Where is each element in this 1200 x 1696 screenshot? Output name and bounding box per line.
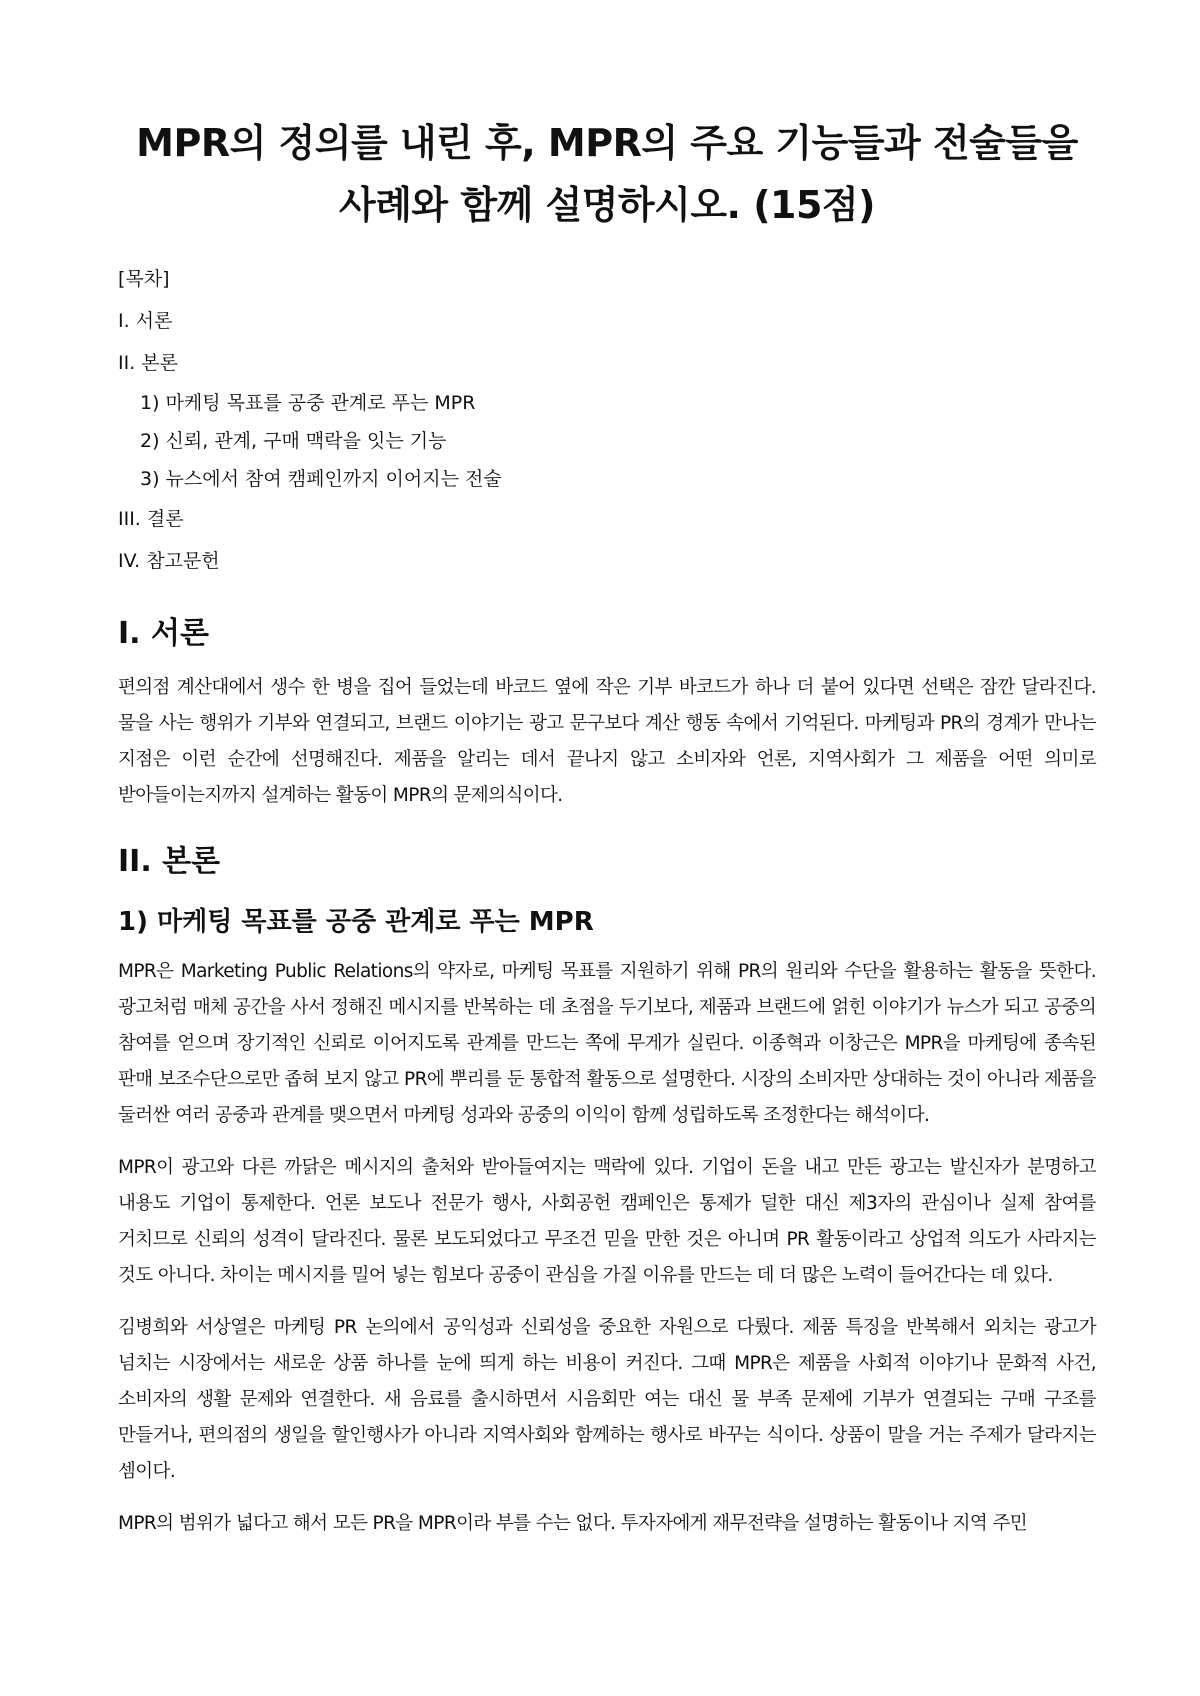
- document-title: MPR의 정의를 내린 후, MPR의 주요 기능들과 전술들을 사례와 함께 설명하시오. (15점): [136, 121, 1078, 227]
- toc-item-body: II. 본론: [118, 352, 178, 374]
- toc-item-conclusion: III. 결론: [118, 508, 184, 530]
- toc-subitem-3: 3) 뉴스에서 참여 캠페인까지 이어지는 전술: [140, 468, 502, 490]
- introduction-heading: I. 서론: [118, 616, 209, 651]
- introduction-paragraph: 편의점 계산대에서 생수 한 병을 집어 들었는데 바코드 옆에 작은 기부 바코드가 하나 더 붙어 있다면 선택은 잠깐 달라진다. 물을 사는 행위가 기부와 연결되고, 브랜드 이야기는 광고 문구보다 계산 행동 속에서 기억된다. 마케팅과 PR의 경계가 만나는 지점은 이런 순간에 선명해진다. 제품을 알리는 데서 끝나지 않고 소비자와 언론, 지역사회가 그 제품을 어떤 의미로 받아들이는지까지 설계하는 활동이 MPR의 문제의식이다.: [118, 677, 1096, 806]
- body-subheading-1: 1) 마케팅 목표를 공중 관계로 푸는 MPR: [118, 907, 594, 937]
- body-paragraph-2: MPR이 광고와 다른 까닭은 메시지의 출처와 받아들여지는 맥락에 있다. 기업이 돈을 내고 만든 광고는 발신자가 분명하고 내용도 기업이 통제한다. 언론 보도나 전문가 행사, 사회공헌 캠페인은 통제가 덜한 대신 제3자의 관심이나 실제 참여를 거치므로 신뢰의 성격이 달라진다. 물론 보도되었다고 무조건 믿을 만한 것은 아니며 PR 활동이라고 상업적 의도가 사라지는 것도 아니다. 차이는 메시지를 밀어 넣는 힘보다 공중이 관심을 가질 이유를 만드는 데 더 많은 노력이 들어간다는 데 있다.: [118, 1157, 1096, 1286]
- introduction-section: [118, 612, 1096, 814]
- body-paragraph-4: MPR의 범위가 넓다고 해서 모든 PR을 MPR이라 부를 수는 없다. 투자자에게 재무전략을 설명하는 활동이나 지역 주민: [118, 1513, 1028, 1534]
- table-of-contents: [118, 258, 1096, 582]
- toc-heading: [목차]: [118, 268, 170, 290]
- toc-item-references: IV. 참고문헌: [118, 550, 220, 572]
- body-section: [118, 840, 1096, 1542]
- toc-subitem-2: 2) 신뢰, 관계, 구매 맥락을 잇는 기능: [140, 430, 447, 452]
- body-paragraph-3: 김병희와 서상열은 마케팅 PR 논의에서 공익성과 신뢰성을 중요한 자원으로 다뤘다. 제품 특징을 반복해서 외치는 광고가 넘치는 시장에서는 새로운 상품 하나를 눈에 띄게 하는 비용이 커진다. 그때 MPR은 제품을 사회적 이야기나 문화적 사건, 소비자의 생활 문제와 연결한다. 새 음료를 출시하면서 시음회만 여는 대신 물 부족 문제에 기부가 연결되는 구매 구조를 만들거나, 편의점의 생일을 할인행사가 아니라 지역사회와 함께하는 행사로 바꾸는 식이다. 상품이 말을 거는 주제가 달라지는 셈이다.: [118, 1317, 1096, 1482]
- toc-subitem-1: 1) 마케팅 목표를 공중 관계로 푸는 MPR: [140, 392, 476, 414]
- body-paragraph-1: MPR은 Marketing Public Relations의 약자로, 마케팅 목표를 지원하기 위해 PR의 원리와 수단을 활용하는 활동을 뜻한다. 광고처럼 매체 공간을 사서 정해진 메시지를 반복하는 데 초점을 두기보다, 제품과 브랜드에 얽힌 이야기가 뉴스가 되고 공중의 참여를 얻으며 장기적인 신뢰로 이어지도록 관계를 만드는 쪽에 무게가 실린다. 이종혁과 이창근은 MPR을 마케팅에 종속된 판매 보조수단으로만 좁혀 보지 않고 PR에 뿌리를 둔 통합적 활동으로 설명한다. 시장의 소비자만 상대하는 것이 아니라 제품을 둘러싼 여러 공중과 관계를 맺으면서 마케팅 성과와 공중의 이익이 함께 성립하도록 조정한다는 해석이다.: [118, 961, 1096, 1126]
- toc-item-introduction: I. 서론: [118, 310, 173, 332]
- body-heading: II. 본론: [118, 844, 221, 879]
